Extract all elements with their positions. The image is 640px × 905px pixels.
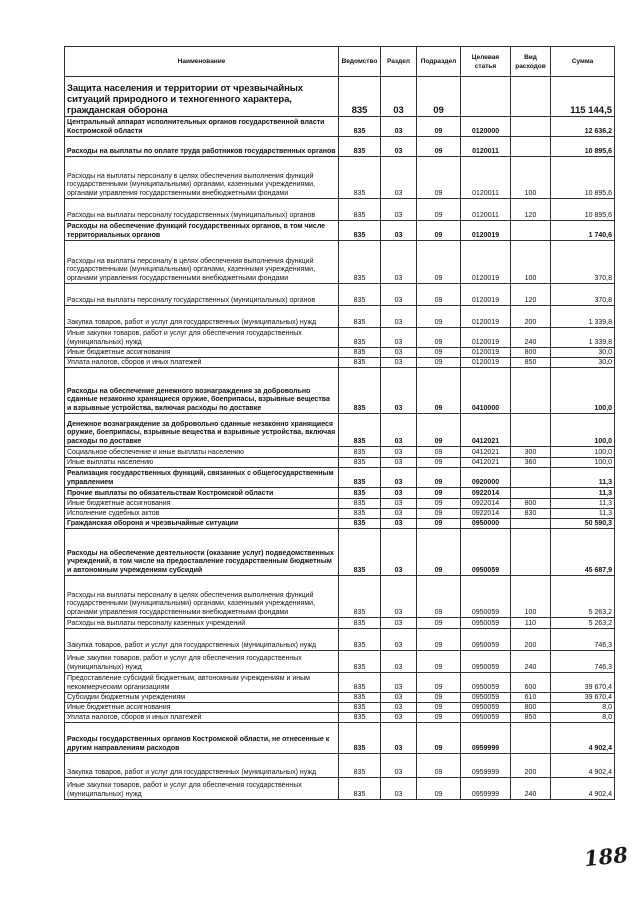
row-razdel-cell: 03 bbox=[381, 693, 417, 703]
row-summa-cell: 39 670,4 bbox=[551, 673, 615, 693]
row-name-cell: Гражданская оборона и чрезвычайные ситуации bbox=[65, 519, 339, 529]
row-name-cell: Расходы на выплаты персоналу в целях обеспечения выполнения функций государственными (муниципальными) органами, казенными учреждениями, органами управления государственными внебюджетными фондами bbox=[65, 241, 339, 284]
row-vid-cell: 200 bbox=[511, 306, 551, 328]
row-statya-cell: 0950059 bbox=[461, 576, 511, 618]
row-podrazdel-cell: 09 bbox=[417, 488, 461, 499]
row-summa-cell: 115 144,5 bbox=[551, 77, 615, 117]
row-vedomstvo-cell: 835 bbox=[339, 328, 381, 348]
row-summa-cell: 11,3 bbox=[551, 468, 615, 488]
row-name-cell: Иные закупки товаров, работ и услуг для обеспечения государственных (муниципальных) нужд bbox=[65, 778, 339, 800]
row-vid-cell bbox=[511, 221, 551, 241]
row-razdel-cell: 03 bbox=[381, 358, 417, 368]
handwritten-page-number: 188 bbox=[582, 841, 630, 872]
row-name-cell: Расходы на выплаты персоналу государственных (муниципальных) органов bbox=[65, 284, 339, 306]
row-statya-cell: 0950059 bbox=[461, 651, 511, 673]
row-razdel-cell: 03 bbox=[381, 77, 417, 117]
row-vid-cell: 100 bbox=[511, 241, 551, 284]
row-vid-cell: 240 bbox=[511, 651, 551, 673]
row-podrazdel-cell: 09 bbox=[417, 306, 461, 328]
row-razdel-cell: 03 bbox=[381, 488, 417, 499]
row-vedomstvo-cell: 835 bbox=[339, 199, 381, 221]
row-vid-cell bbox=[511, 519, 551, 529]
row-razdel-cell: 03 bbox=[381, 458, 417, 468]
row-summa-cell: 370,8 bbox=[551, 241, 615, 284]
row-vedomstvo-cell: 835 bbox=[339, 221, 381, 241]
row-statya-cell: 0412021 bbox=[461, 414, 511, 447]
row-podrazdel-cell: 09 bbox=[417, 284, 461, 306]
row-razdel-cell: 03 bbox=[381, 651, 417, 673]
row-podrazdel-cell: 09 bbox=[417, 199, 461, 221]
row-podrazdel-cell: 09 bbox=[417, 348, 461, 358]
row-statya-cell: 0922014 bbox=[461, 488, 511, 499]
table-row bbox=[65, 673, 615, 693]
row-razdel-cell: 03 bbox=[381, 137, 417, 157]
table-row bbox=[65, 488, 615, 499]
row-summa-cell: 39 670,4 bbox=[551, 693, 615, 703]
row-summa-cell: 10 895,6 bbox=[551, 137, 615, 157]
row-podrazdel-cell: 09 bbox=[417, 358, 461, 368]
row-podrazdel-cell: 09 bbox=[417, 458, 461, 468]
row-podrazdel-cell: 09 bbox=[417, 693, 461, 703]
row-name-cell: Расходы на обеспечение денежного вознаграждения за добровольно сданные незаконно хранящиеся оружие, боеприпасы, взрывные вещества и взрывные устройства, включая расходы по доставке bbox=[65, 368, 339, 414]
row-podrazdel-cell: 09 bbox=[417, 157, 461, 199]
row-name-cell: Центральный аппарат исполнительных органов государственной власти Костромской области bbox=[65, 117, 339, 137]
row-summa-cell: 746,3 bbox=[551, 629, 615, 651]
row-summa-cell: 100,0 bbox=[551, 368, 615, 414]
row-vedomstvo-cell: 835 bbox=[339, 754, 381, 778]
row-vid-cell bbox=[511, 137, 551, 157]
row-vid-cell: 200 bbox=[511, 629, 551, 651]
row-podrazdel-cell: 09 bbox=[417, 509, 461, 519]
table-row bbox=[65, 723, 615, 754]
row-statya-cell: 0950059 bbox=[461, 529, 511, 576]
row-podrazdel-cell: 09 bbox=[417, 618, 461, 629]
table-row bbox=[65, 241, 615, 284]
row-name-cell: Расходы на выплаты персоналу в целях обеспечения выполнения функций государственными (муниципальными) органами, казенными учреждениями, органами управления государственными внебюджетными фондами bbox=[65, 157, 339, 199]
row-statya-cell: 0950059 bbox=[461, 693, 511, 703]
table-row bbox=[65, 157, 615, 199]
table-row bbox=[65, 499, 615, 509]
table-header-row bbox=[65, 47, 615, 77]
row-razdel-cell: 03 bbox=[381, 529, 417, 576]
row-podrazdel-cell: 09 bbox=[417, 117, 461, 137]
row-statya-cell bbox=[461, 77, 511, 117]
row-vedomstvo-cell: 835 bbox=[339, 529, 381, 576]
table-row bbox=[65, 221, 615, 241]
row-name-cell: Уплата налогов, сборов и иных платежей bbox=[65, 713, 339, 723]
row-name-cell: Расходы государственных органов Костромской области, не отнесенные к другим направлениям расходов bbox=[65, 723, 339, 754]
row-vedomstvo-cell: 835 bbox=[339, 117, 381, 137]
row-razdel-cell: 03 bbox=[381, 519, 417, 529]
row-vedomstvo-cell: 835 bbox=[339, 703, 381, 713]
row-statya-cell: 0120011 bbox=[461, 199, 511, 221]
row-podrazdel-cell: 09 bbox=[417, 77, 461, 117]
table-row bbox=[65, 358, 615, 368]
row-statya-cell: 0120019 bbox=[461, 284, 511, 306]
row-name-cell: Расходы на обеспечение функций государственных органов, в том числе территориальных органов bbox=[65, 221, 339, 241]
row-vid-cell bbox=[511, 488, 551, 499]
row-name-cell: Расходы на выплаты персоналу казенных учреждений bbox=[65, 618, 339, 629]
row-summa-cell: 11,3 bbox=[551, 488, 615, 499]
table-row bbox=[65, 529, 615, 576]
row-vid-cell: 800 bbox=[511, 703, 551, 713]
table-row bbox=[65, 703, 615, 713]
row-vedomstvo-cell: 835 bbox=[339, 284, 381, 306]
row-vedomstvo-cell: 835 bbox=[339, 723, 381, 754]
row-name-cell: Расходы на обеспечение деятельности (оказание услуг) подведомственных учреждений, в том числе на предоставление государственным бюджетным и автономным учреждениям субсидий bbox=[65, 529, 339, 576]
row-summa-cell: 30,0 bbox=[551, 348, 615, 358]
row-vedomstvo-cell: 835 bbox=[339, 576, 381, 618]
row-podrazdel-cell: 09 bbox=[417, 368, 461, 414]
row-razdel-cell: 03 bbox=[381, 328, 417, 348]
row-razdel-cell: 03 bbox=[381, 306, 417, 328]
row-vedomstvo-cell: 835 bbox=[339, 137, 381, 157]
table-row bbox=[65, 618, 615, 629]
row-statya-cell: 0120019 bbox=[461, 221, 511, 241]
row-summa-cell: 11,3 bbox=[551, 509, 615, 519]
row-vedomstvo-cell: 835 bbox=[339, 778, 381, 800]
row-vedomstvo-cell: 835 bbox=[339, 468, 381, 488]
row-summa-cell: 11,3 bbox=[551, 499, 615, 509]
row-podrazdel-cell: 09 bbox=[417, 499, 461, 509]
row-name-cell: Денежное вознаграждение за добровольно сданные незаконно хранящиеся оружие, боеприпасы, взрывные вещества и взрывные устройства, включая расходы по доставке bbox=[65, 414, 339, 447]
row-vid-cell: 110 bbox=[511, 618, 551, 629]
row-podrazdel-cell: 09 bbox=[417, 447, 461, 458]
row-statya-cell: 0120019 bbox=[461, 328, 511, 348]
row-podrazdel-cell: 09 bbox=[417, 529, 461, 576]
row-statya-cell: 0959999 bbox=[461, 778, 511, 800]
table-row bbox=[65, 468, 615, 488]
row-summa-cell: 45 687,9 bbox=[551, 529, 615, 576]
row-vid-cell: 800 bbox=[511, 499, 551, 509]
row-razdel-cell: 03 bbox=[381, 499, 417, 509]
row-razdel-cell: 03 bbox=[381, 284, 417, 306]
row-vedomstvo-cell: 835 bbox=[339, 499, 381, 509]
row-podrazdel-cell: 09 bbox=[417, 328, 461, 348]
row-podrazdel-cell: 09 bbox=[417, 137, 461, 157]
row-vedomstvo-cell: 835 bbox=[339, 713, 381, 723]
row-statya-cell: 0950059 bbox=[461, 713, 511, 723]
row-vid-cell: 600 bbox=[511, 673, 551, 693]
row-summa-cell: 10 895,6 bbox=[551, 199, 615, 221]
row-podrazdel-cell: 09 bbox=[417, 468, 461, 488]
row-vedomstvo-cell: 835 bbox=[339, 618, 381, 629]
row-vid-cell: 610 bbox=[511, 693, 551, 703]
row-podrazdel-cell: 09 bbox=[417, 576, 461, 618]
row-vid-cell: 240 bbox=[511, 778, 551, 800]
table-row bbox=[65, 778, 615, 800]
row-vid-cell bbox=[511, 529, 551, 576]
row-vedomstvo-cell: 835 bbox=[339, 306, 381, 328]
row-name-cell: Иные бюджетные ассигнования bbox=[65, 499, 339, 509]
row-statya-cell: 0120019 bbox=[461, 348, 511, 358]
row-razdel-cell: 03 bbox=[381, 778, 417, 800]
row-name-cell: Социальное обеспечение и иные выплаты населению bbox=[65, 447, 339, 458]
row-vedomstvo-cell: 835 bbox=[339, 368, 381, 414]
table-row bbox=[65, 77, 615, 117]
row-vid-cell: 240 bbox=[511, 328, 551, 348]
table-row bbox=[65, 117, 615, 137]
row-vid-cell: 360 bbox=[511, 458, 551, 468]
row-vedomstvo-cell: 835 bbox=[339, 447, 381, 458]
row-vedomstvo-cell: 835 bbox=[339, 348, 381, 358]
row-statya-cell: 0959999 bbox=[461, 754, 511, 778]
row-vid-cell: 100 bbox=[511, 157, 551, 199]
row-statya-cell: 0920000 bbox=[461, 468, 511, 488]
row-podrazdel-cell: 09 bbox=[417, 703, 461, 713]
row-summa-cell: 1 740,6 bbox=[551, 221, 615, 241]
row-statya-cell: 0120000 bbox=[461, 117, 511, 137]
header-name: Наименование bbox=[65, 47, 339, 77]
row-razdel-cell: 03 bbox=[381, 576, 417, 618]
row-summa-cell: 4 902,4 bbox=[551, 778, 615, 800]
row-name-cell: Иные выплаты населению bbox=[65, 458, 339, 468]
row-vedomstvo-cell: 835 bbox=[339, 488, 381, 499]
row-name-cell: Защита населения и территории от чрезвычайных ситуаций природного и техногенного характера, гражданская оборона bbox=[65, 77, 339, 117]
row-vedomstvo-cell: 835 bbox=[339, 629, 381, 651]
row-summa-cell: 5 263,2 bbox=[551, 576, 615, 618]
table-row bbox=[65, 368, 615, 414]
row-vid-cell: 120 bbox=[511, 199, 551, 221]
row-statya-cell: 0950059 bbox=[461, 618, 511, 629]
table-row bbox=[65, 693, 615, 703]
row-podrazdel-cell: 09 bbox=[417, 651, 461, 673]
row-vid-cell bbox=[511, 414, 551, 447]
row-statya-cell: 0922014 bbox=[461, 509, 511, 519]
row-statya-cell: 0120019 bbox=[461, 358, 511, 368]
row-razdel-cell: 03 bbox=[381, 713, 417, 723]
row-podrazdel-cell: 09 bbox=[417, 723, 461, 754]
row-podrazdel-cell: 09 bbox=[417, 754, 461, 778]
row-vid-cell: 200 bbox=[511, 754, 551, 778]
row-statya-cell: 0120019 bbox=[461, 241, 511, 284]
row-vid-cell: 800 bbox=[511, 348, 551, 358]
table-row bbox=[65, 754, 615, 778]
row-summa-cell: 12 636,2 bbox=[551, 117, 615, 137]
row-statya-cell: 0922014 bbox=[461, 499, 511, 509]
row-summa-cell: 100,0 bbox=[551, 458, 615, 468]
table-body bbox=[65, 77, 615, 800]
row-podrazdel-cell: 09 bbox=[417, 414, 461, 447]
row-vid-cell: 120 bbox=[511, 284, 551, 306]
row-vedomstvo-cell: 835 bbox=[339, 458, 381, 468]
row-podrazdel-cell: 09 bbox=[417, 778, 461, 800]
row-summa-cell: 1 339,8 bbox=[551, 328, 615, 348]
row-statya-cell: 0950059 bbox=[461, 673, 511, 693]
row-summa-cell: 100,0 bbox=[551, 447, 615, 458]
header-podrazdel: Подраздел bbox=[417, 47, 461, 77]
row-summa-cell: 10 895,6 bbox=[551, 157, 615, 199]
row-podrazdel-cell: 09 bbox=[417, 673, 461, 693]
row-name-cell: Расходы на выплаты персоналу государственных (муниципальных) органов bbox=[65, 199, 339, 221]
row-razdel-cell: 03 bbox=[381, 629, 417, 651]
row-vid-cell bbox=[511, 77, 551, 117]
row-name-cell: Иные закупки товаров, работ и услуг для обеспечения государственных (муниципальных) нужд bbox=[65, 651, 339, 673]
row-podrazdel-cell: 09 bbox=[417, 221, 461, 241]
row-vid-cell: 850 bbox=[511, 713, 551, 723]
row-razdel-cell: 03 bbox=[381, 157, 417, 199]
row-statya-cell: 0412021 bbox=[461, 458, 511, 468]
row-name-cell: Закупка товаров, работ и услуг для государственных (муниципальных) нужд bbox=[65, 754, 339, 778]
row-vid-cell: 300 bbox=[511, 447, 551, 458]
row-razdel-cell: 03 bbox=[381, 509, 417, 519]
header-razdel: Раздел bbox=[381, 47, 417, 77]
row-name-cell: Субсидии бюджетным учреждениям bbox=[65, 693, 339, 703]
row-statya-cell: 0120019 bbox=[461, 306, 511, 328]
row-vid-cell: 830 bbox=[511, 509, 551, 519]
row-razdel-cell: 03 bbox=[381, 348, 417, 358]
row-summa-cell: 4 902,4 bbox=[551, 754, 615, 778]
row-razdel-cell: 03 bbox=[381, 117, 417, 137]
row-razdel-cell: 03 bbox=[381, 199, 417, 221]
row-vedomstvo-cell: 835 bbox=[339, 414, 381, 447]
table-row bbox=[65, 284, 615, 306]
header-vid-rashodov: Вид расходов bbox=[511, 47, 551, 77]
table-row bbox=[65, 458, 615, 468]
row-podrazdel-cell: 09 bbox=[417, 629, 461, 651]
row-razdel-cell: 03 bbox=[381, 468, 417, 488]
row-vedomstvo-cell: 835 bbox=[339, 519, 381, 529]
row-summa-cell: 50 590,3 bbox=[551, 519, 615, 529]
row-razdel-cell: 03 bbox=[381, 221, 417, 241]
row-summa-cell: 30,0 bbox=[551, 358, 615, 368]
row-name-cell: Предоставление субсидий бюджетным, автономным учреждениям и иным некоммерческим организациям bbox=[65, 673, 339, 693]
row-summa-cell: 5 263,2 bbox=[551, 618, 615, 629]
table-row bbox=[65, 306, 615, 328]
row-statya-cell: 0120011 bbox=[461, 157, 511, 199]
table-row bbox=[65, 199, 615, 221]
table-row bbox=[65, 629, 615, 651]
table-row bbox=[65, 328, 615, 348]
row-summa-cell: 4 902,4 bbox=[551, 723, 615, 754]
row-razdel-cell: 03 bbox=[381, 723, 417, 754]
row-razdel-cell: 03 bbox=[381, 414, 417, 447]
row-name-cell: Закупка товаров, работ и услуг для государственных (муниципальных) нужд bbox=[65, 306, 339, 328]
header-celevaya-statya: Целевая статья bbox=[461, 47, 511, 77]
table-row bbox=[65, 447, 615, 458]
header-summa: Сумма bbox=[551, 47, 615, 77]
row-name-cell: Прочие выплаты по обязательствам Костромской области bbox=[65, 488, 339, 499]
row-vedomstvo-cell: 835 bbox=[339, 673, 381, 693]
table-row bbox=[65, 651, 615, 673]
row-podrazdel-cell: 09 bbox=[417, 519, 461, 529]
table-row bbox=[65, 576, 615, 618]
table-row bbox=[65, 137, 615, 157]
row-razdel-cell: 03 bbox=[381, 447, 417, 458]
table-row bbox=[65, 713, 615, 723]
row-statya-cell: 0950059 bbox=[461, 703, 511, 713]
row-razdel-cell: 03 bbox=[381, 241, 417, 284]
row-vid-cell bbox=[511, 117, 551, 137]
row-podrazdel-cell: 09 bbox=[417, 241, 461, 284]
row-statya-cell: 0950059 bbox=[461, 629, 511, 651]
row-name-cell: Закупка товаров, работ и услуг для государственных (муниципальных) нужд bbox=[65, 629, 339, 651]
row-summa-cell: 1 339,8 bbox=[551, 306, 615, 328]
row-name-cell: Уплата налогов, сборов и иных платежей bbox=[65, 358, 339, 368]
row-summa-cell: 370,8 bbox=[551, 284, 615, 306]
row-vedomstvo-cell: 835 bbox=[339, 693, 381, 703]
row-vedomstvo-cell: 835 bbox=[339, 651, 381, 673]
row-statya-cell: 0412021 bbox=[461, 447, 511, 458]
table-row bbox=[65, 509, 615, 519]
row-vedomstvo-cell: 835 bbox=[339, 157, 381, 199]
budget-table bbox=[64, 46, 615, 800]
row-vid-cell bbox=[511, 468, 551, 488]
table-row bbox=[65, 519, 615, 529]
row-statya-cell: 0410000 bbox=[461, 368, 511, 414]
row-summa-cell: 8,0 bbox=[551, 703, 615, 713]
row-summa-cell: 8,0 bbox=[551, 713, 615, 723]
row-statya-cell: 0950000 bbox=[461, 519, 511, 529]
row-vedomstvo-cell: 835 bbox=[339, 241, 381, 284]
row-vedomstvo-cell: 835 bbox=[339, 358, 381, 368]
row-name-cell: Расходы на выплаты по оплате труда работников государственных органов bbox=[65, 137, 339, 157]
row-razdel-cell: 03 bbox=[381, 368, 417, 414]
row-razdel-cell: 03 bbox=[381, 673, 417, 693]
row-statya-cell: 0120011 bbox=[461, 137, 511, 157]
row-summa-cell: 100,0 bbox=[551, 414, 615, 447]
row-vedomstvo-cell: 835 bbox=[339, 509, 381, 519]
row-statya-cell: 0959999 bbox=[461, 723, 511, 754]
row-summa-cell: 746,3 bbox=[551, 651, 615, 673]
row-name-cell: Расходы на выплаты персоналу в целях обеспечения выполнения функций государственными (муниципальными) органами, казенными учреждениями, органами управления государственными внебюджетными фондами bbox=[65, 576, 339, 618]
header-vedomstvo: Ведомство bbox=[339, 47, 381, 77]
row-vid-cell: 100 bbox=[511, 576, 551, 618]
row-razdel-cell: 03 bbox=[381, 754, 417, 778]
row-name-cell: Иные бюджетные ассигнования bbox=[65, 703, 339, 713]
row-vedomstvo-cell: 835 bbox=[339, 77, 381, 117]
row-vid-cell: 850 bbox=[511, 358, 551, 368]
row-vid-cell bbox=[511, 368, 551, 414]
row-razdel-cell: 03 bbox=[381, 618, 417, 629]
row-razdel-cell: 03 bbox=[381, 703, 417, 713]
row-name-cell: Исполнение судебных актов bbox=[65, 509, 339, 519]
row-vid-cell bbox=[511, 723, 551, 754]
row-name-cell: Реализация государственных функций, связанных с общегосударственным управлением bbox=[65, 468, 339, 488]
table-row bbox=[65, 414, 615, 447]
row-podrazdel-cell: 09 bbox=[417, 713, 461, 723]
table-row bbox=[65, 348, 615, 358]
row-name-cell: Иные бюджетные ассигнования bbox=[65, 348, 339, 358]
row-name-cell: Иные закупки товаров, работ и услуг для обеспечения государственных (муниципальных) нужд bbox=[65, 328, 339, 348]
